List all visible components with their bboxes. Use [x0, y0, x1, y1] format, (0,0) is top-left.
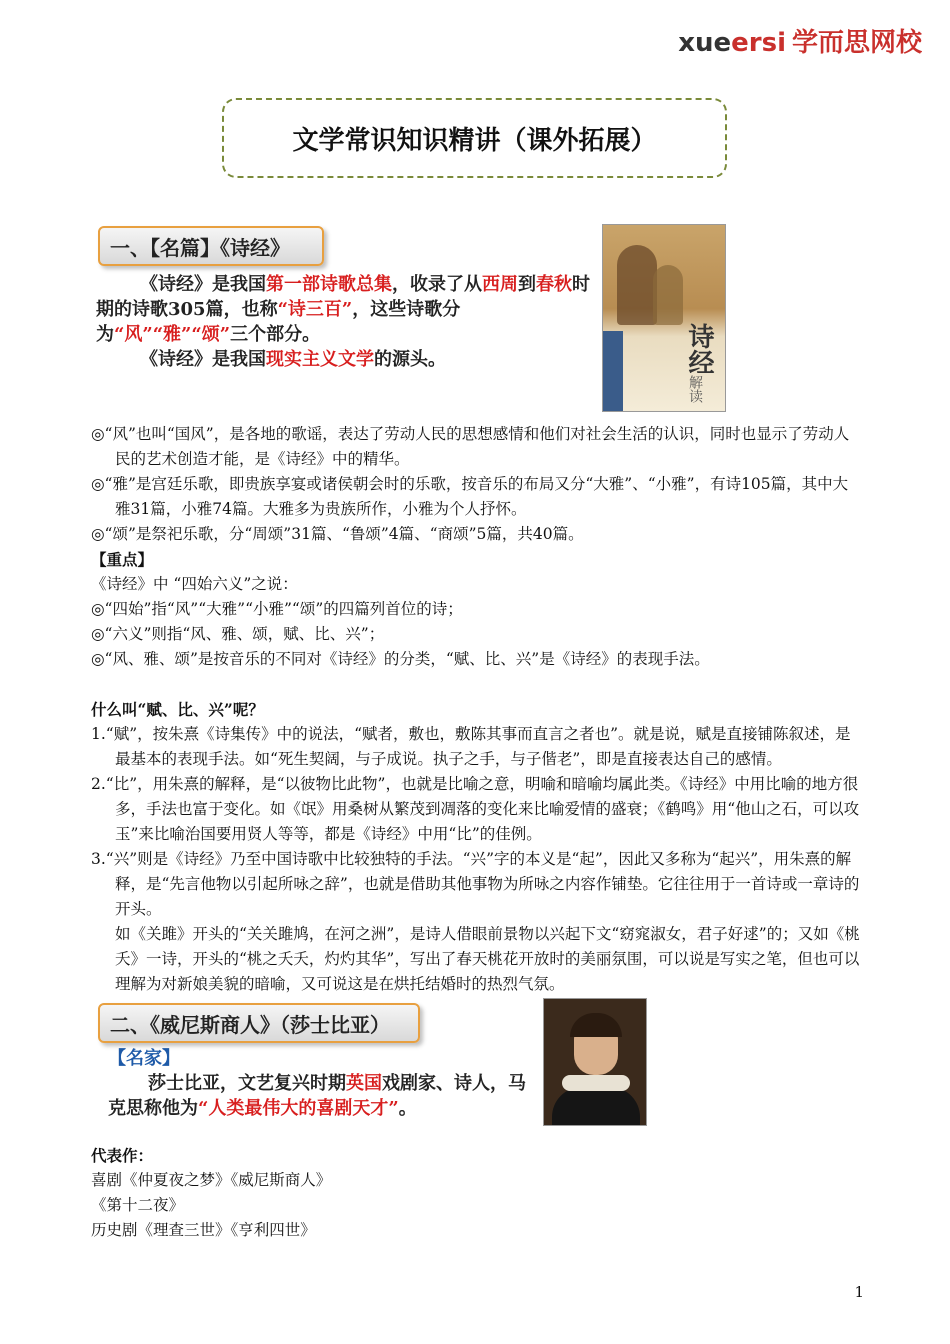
item-fu: 1.“赋”，按朱熹《诗集传》中的说法，“赋者，敷也，敷陈其事而直言之者也”。就是说，赋是直接铺陈叙述，是最基本的表现手法。如“死生契阔，与子成说。执子之手，与子偕老”，即是直接表达自己的感情。: [91, 725, 851, 768]
callout-highlight: 春秋: [536, 274, 572, 295]
callout-text: 三个部分。: [230, 324, 321, 345]
bullet-song: ◎“颂”是祭祀乐歌，分“周颂”31篇、“鲁颂”4篇、“商颂”5篇，共40篇。: [91, 525, 584, 543]
cover-figure: [617, 245, 657, 325]
callout-highlight: 第一部诗歌总集: [266, 274, 392, 295]
section-1-banner-text: 一、【名篇】《诗经》: [110, 235, 290, 260]
callout-highlight: 英国: [346, 1073, 382, 1094]
portrait-collar: [562, 1075, 630, 1091]
cover-figure: [653, 265, 683, 325]
key-line: ◎“六义”则指“风、雅、颂，赋、比、兴”；: [91, 625, 385, 643]
logo-text-cn: 学而思网校: [791, 28, 922, 58]
callout-text: 《诗经》是我国: [140, 274, 266, 295]
item-xing-example: 如《关雎》开头的“关关雎鸠，在河之洲”，是诗人借眼前景物以兴起下文“窈窕淑女，君子好逑”的；又如《桃夭》一诗，开头的“桃之夭夭，灼灼其华”，写出了春天桃花开放时的美丽氛围，可以说是写实之笔，但也可以理解为对新娘美貌的暗喻，又可说这是在烘托结婚时的热烈气氛。: [115, 925, 860, 993]
portrait-hair: [570, 1013, 622, 1037]
section-2-callout: [108, 1046, 528, 1121]
section-1-callout: [96, 272, 594, 372]
section-1-banner: [98, 226, 324, 266]
brand-logo: [678, 22, 922, 59]
key-line: 《诗经》中 “四始六义”之说：: [91, 575, 298, 593]
works-list: [91, 1143, 591, 1243]
works-heading: 代表作：: [91, 1146, 154, 1165]
question-heading: 什么叫“赋、比、兴”呢？: [91, 700, 264, 719]
callout-highlight: “人类最伟大的喜剧天才”: [198, 1098, 399, 1119]
page-title: 文学常识知识精讲（课外拓展）: [292, 125, 657, 156]
item-xing: 3.“兴”则是《诗经》乃至中国诗歌中比较独特的手法。“兴”字的本义是“起”，因此又多称为“起兴”，用朱熹的解释，是“先言他物以引起所咏之辞”，也就是借助其他事物为所咏之内容作铺垫。它往往用于一首诗或一章诗的开头。: [91, 850, 860, 918]
works-item: 《第十二夜》: [91, 1196, 185, 1214]
section-2-callout-text: [108, 1071, 528, 1121]
bullet-ya: ◎“雅”是宫廷乐歌，即贵族享宴或诸侯朝会时的乐歌，按音乐的布局又分“大雅”、“小雅”，有诗105篇，其中大雅31篇，小雅74篇。大雅多为贵族所作，小雅为个人抒怀。: [91, 475, 849, 518]
book-cover-subtitle: 解读: [687, 375, 703, 403]
item-bi: 2.“比”，用朱熹的解释，是“以彼物比此物”，也就是比喻之意，明喻和暗喻均属此类。《诗经》中用比喻的地方很多，手法也富于变化。如《氓》用桑树从繁茂到凋落的变化来比喻爱情的盛衰；《鹤鸣》用“他山之石，可以攻玉”来比喻治国要用贤人等等，都是《诗经》中用“比”的佳例。: [91, 775, 860, 843]
callout-text: 莎士比亚，文艺复兴时期: [148, 1073, 346, 1094]
logo-text-xue: xue: [678, 28, 732, 58]
callout-text: 戏剧家、诗人，马克思称他为: [108, 1073, 526, 1119]
callout-highlight: 现实主义文学: [266, 349, 374, 370]
works-item: 喜剧《仲夏夜之梦》《威尼斯商人》: [91, 1171, 332, 1189]
page-title-box: [222, 98, 727, 178]
callout-text: 《诗经》是我国: [140, 349, 266, 370]
key-line: ◎“四始”指“风”“大雅”“小雅”“颂”的四篇列首位的诗；: [91, 600, 463, 618]
callout-text: ，这些诗歌分为: [96, 299, 461, 345]
section-2-banner: [98, 1003, 420, 1043]
callout-text: 的源头。: [374, 349, 446, 370]
callout-text: 时期的诗歌305篇，也称: [96, 274, 590, 320]
section-2-banner-text: 二、《威尼斯商人》（莎士比亚）: [110, 1012, 390, 1037]
spacer: [91, 672, 861, 697]
book-cover-image: [602, 224, 726, 412]
shakespeare-portrait: [543, 998, 647, 1126]
book-cover-title: 诗经: [684, 323, 714, 375]
portrait-body: [552, 1087, 640, 1126]
callout-highlight: “诗三百”: [277, 299, 353, 320]
bullet-feng: ◎“风”也叫“国风”，是各地的歌谣，表达了劳动人民的思想感情和他们对社会生活的认识，同时也显示了劳动人民的艺术创造才能，是《诗经》中的精华。: [91, 425, 850, 468]
logo-text-ersi: ersi: [731, 28, 786, 58]
page-number: 1: [854, 1283, 864, 1301]
key-heading: 【重点】: [91, 550, 154, 569]
works-item: 历史剧《理查三世》《亨利四世》: [91, 1221, 316, 1239]
callout-highlight: 西周: [482, 274, 518, 295]
callout-text: ，收录了从: [392, 274, 482, 295]
cover-stripe: [603, 331, 623, 411]
key-line: ◎“风、雅、颂”是按音乐的不同对《诗经》的分类，“赋、比、兴”是《诗经》的表现手法。: [91, 650, 710, 668]
callout-paragraph-2: [96, 347, 594, 372]
callout-paragraph-1: [96, 272, 594, 347]
section-1-body: [91, 422, 861, 997]
famous-author-tag: 【名家】: [108, 1048, 180, 1069]
callout-text: 。: [398, 1098, 417, 1119]
callout-text: 到: [518, 274, 536, 295]
callout-highlight: “风”“雅”“颂”: [114, 324, 231, 345]
